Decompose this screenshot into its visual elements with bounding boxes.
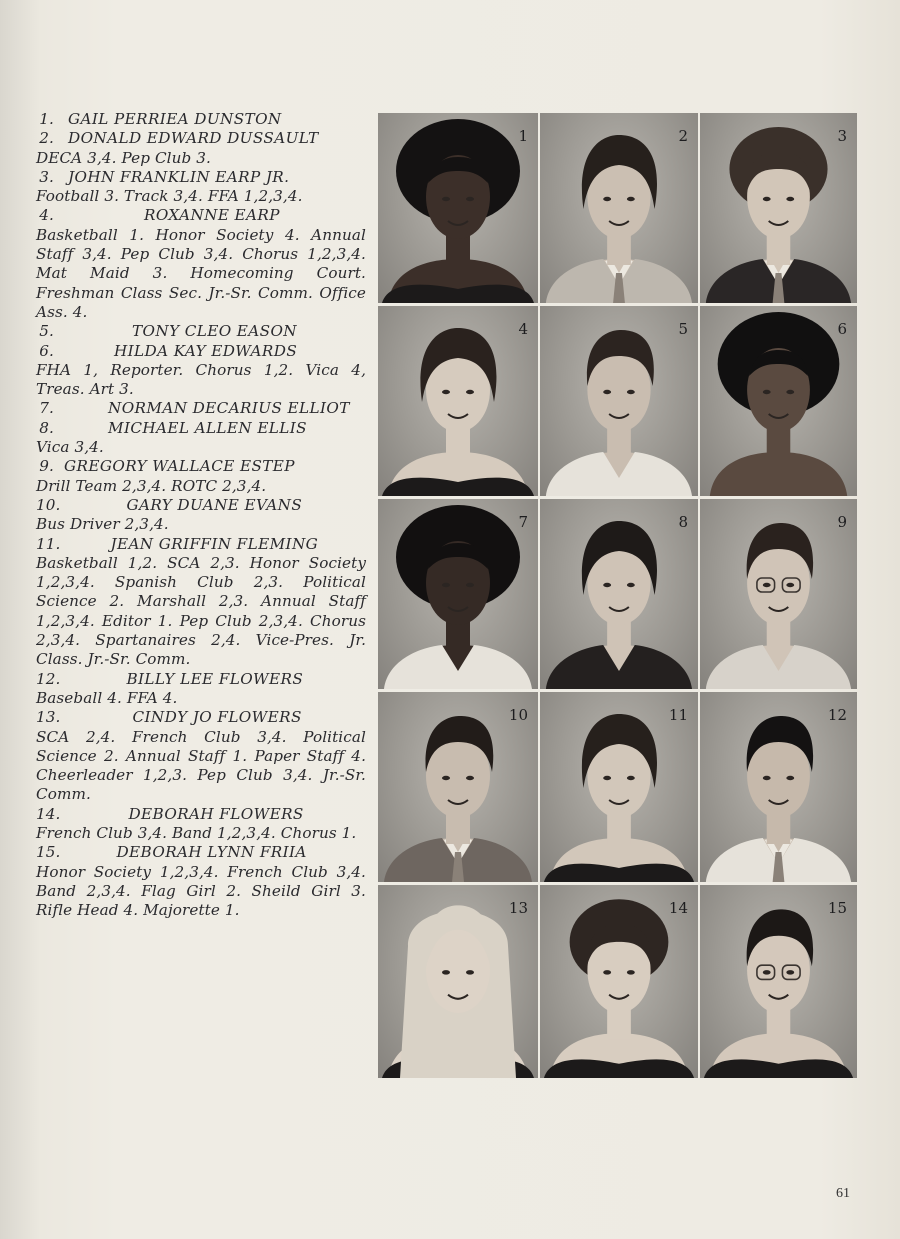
left-eye (442, 970, 450, 974)
student-number: 3. (39, 167, 54, 186)
left-eye (763, 390, 771, 394)
portrait-illustration (540, 499, 698, 689)
student-name-line (36, 322, 366, 341)
right-eye (786, 776, 794, 780)
portrait-number: 3 (837, 127, 847, 145)
student-name: DONALD EDWARD DUSSAULT (68, 129, 319, 148)
right-eye (786, 390, 794, 394)
student-name-line (36, 843, 366, 862)
student-name: GAIL PERRIEA DUNSTON (68, 110, 282, 128)
student-entry (36, 168, 366, 207)
student-activities: Basketball 1. Honor Society 4. Annual Staff 3,4. Pep Club 3,4. Chorus 1,2,3,4. Mat Maid 3. Homecoming Court. Freshman Class Sec. Jr.-Sr. Comm. Office Ass. 4. (36, 225, 366, 321)
student-activities: Baseball 4. FFA 4. (36, 688, 178, 707)
portrait-illustration (700, 306, 857, 496)
right-eye (786, 583, 794, 587)
student-activities: FHA 1, Reporter. Chorus 1,2. Vica 4, Treas. Art 3. (36, 360, 366, 399)
portrait-photo (700, 499, 857, 689)
portrait-number: 12 (827, 706, 847, 724)
student-activities: Drill Team 2,3,4. ROTC 2,3,4. (36, 476, 267, 495)
portrait-illustration (540, 113, 698, 303)
left-eye (603, 776, 611, 780)
left-eye (603, 197, 611, 201)
student-name-line (36, 535, 366, 554)
student-number: 10. (36, 495, 61, 514)
portrait-photo (378, 113, 538, 303)
student-name-line (36, 419, 366, 438)
portrait-illustration (700, 499, 857, 689)
student-entry (36, 535, 366, 670)
right-eye (466, 197, 474, 201)
portrait-number: 7 (518, 513, 528, 531)
student-entry (36, 670, 366, 709)
student-name-line (36, 129, 366, 148)
student-number: 12. (36, 669, 61, 688)
student-name: DEBORAH LYNN FRIIA (116, 843, 307, 862)
student-entry (36, 805, 366, 844)
student-name-line (36, 805, 366, 824)
left-eye (763, 970, 771, 974)
portrait-number: 4 (518, 320, 528, 338)
portrait-number: 2 (678, 127, 688, 145)
student-name: BILLY LEE FLOWERS (126, 669, 304, 688)
left-eye (442, 197, 450, 201)
left-eye (603, 390, 611, 394)
student-number: 15. (36, 843, 61, 862)
student-name-line (36, 168, 366, 187)
portrait-photo (700, 692, 857, 882)
left-eye (763, 197, 771, 201)
student-activities: Honor Society 1,2,3,4. French Club 3,4. Band 2,3,4. Flag Girl 2. Sheild Girl 3. Rifle Head 4. Majorette 1. (36, 862, 366, 920)
portrait-illustration (378, 499, 538, 689)
left-eye (442, 390, 450, 394)
portrait-number: 11 (668, 706, 688, 724)
portrait-grid (378, 113, 856, 1086)
portrait-photo (378, 306, 538, 496)
right-eye (627, 197, 635, 201)
right-eye (627, 390, 635, 394)
right-eye (627, 583, 635, 587)
student-name-line (36, 342, 366, 361)
portrait-photo (700, 885, 857, 1078)
student-number: 4. (39, 206, 54, 225)
portrait-number: 5 (678, 320, 688, 338)
student-number: 1. (39, 110, 54, 128)
portrait-illustration (540, 306, 698, 496)
student-name-line (36, 670, 366, 689)
shoulders (710, 452, 847, 496)
student-name-line (36, 110, 366, 129)
portrait-number: 10 (508, 706, 528, 724)
student-activities-list (36, 110, 366, 920)
student-name-line (36, 206, 366, 225)
portrait-illustration (378, 113, 538, 303)
portrait-number: 8 (678, 513, 688, 531)
portrait-photo (378, 885, 538, 1078)
student-entry (36, 843, 366, 920)
student-activities: Bus Driver 2,3,4. (36, 515, 169, 534)
student-name: GREGORY WALLACE ESTEP (64, 457, 295, 476)
student-name: HILDA KAY EDWARDS (114, 341, 298, 360)
student-entry (36, 322, 366, 341)
portrait-photo (700, 113, 857, 303)
portrait-photo (540, 692, 698, 882)
right-eye (466, 583, 474, 587)
right-eye (466, 390, 474, 394)
student-name: JEAN GRIFFIN FLEMING (110, 534, 319, 553)
student-activities: Basketball 1,2. SCA 2,3. Honor Society 1,2,3,4. Spanish Club 2,3. Political Science 2. Marshall 2,3. Annual Staff 1,2,3,4. Editor 1. Pep Club 2,3,4. Chorus 2,3,4. Spartanaires 2,4. Vice-Pres. Jr. Class. Jr.-Sr. Comm. (36, 553, 366, 669)
student-name: MICHAEL ALLEN ELLIS (108, 418, 307, 437)
student-entry (36, 419, 366, 458)
portrait-photo (700, 306, 857, 496)
student-entry (36, 342, 366, 400)
student-number: 2. (39, 129, 54, 148)
right-eye (466, 970, 474, 974)
portrait-number: 1 (518, 127, 528, 145)
student-entry (36, 399, 366, 418)
student-activities: SCA 2,4. French Club 3,4. Political Science 2. Annual Staff 1. Paper Staff 4. Cheerleader 1,2,3. Pep Club 3,4. Jr.-Sr. Comm. (36, 727, 366, 804)
student-activities: French Club 3,4. Band 1,2,3,4. Chorus 1. (36, 823, 357, 842)
left-eye (442, 776, 450, 780)
student-name-line (36, 399, 366, 418)
student-number: 9. (39, 457, 54, 476)
portrait-number: 14 (668, 899, 688, 917)
student-number: 8. (39, 418, 54, 437)
portrait-illustration (378, 306, 538, 496)
left-eye (603, 970, 611, 974)
student-entry (36, 708, 366, 804)
left-eye (442, 583, 450, 587)
student-number: 14. (36, 804, 61, 823)
student-number: 11. (36, 534, 61, 553)
student-name: NORMAN DECARIUS ELLIOT (108, 399, 350, 418)
student-name-line (36, 457, 366, 476)
student-activities: DECA 3,4. Pep Club 3. (36, 148, 211, 167)
portrait-number: 9 (837, 513, 847, 531)
student-number: 7. (39, 399, 54, 418)
right-eye (627, 970, 635, 974)
portrait-photo (540, 499, 698, 689)
student-entry (36, 496, 366, 535)
right-eye (466, 776, 474, 780)
portrait-photo (540, 113, 698, 303)
page-number: 61 (836, 1186, 850, 1201)
portrait-number: 15 (827, 899, 847, 917)
student-name-line (36, 708, 366, 727)
student-entry (36, 457, 366, 496)
student-name: ROXANNE EARP (144, 206, 280, 225)
student-entry (36, 129, 366, 168)
portrait-number: 13 (508, 899, 528, 917)
right-eye (786, 197, 794, 201)
student-number: 5. (39, 322, 54, 341)
student-name: JOHN FRANKLIN EARP JR. (68, 167, 290, 186)
portrait-photo (540, 306, 698, 496)
left-eye (763, 583, 771, 587)
student-activities: Vica 3,4. (36, 438, 104, 457)
student-entry (36, 206, 366, 322)
left-eye (763, 776, 771, 780)
student-name: CINDY JO FLOWERS (132, 708, 302, 727)
student-activities: Football 3. Track 3,4. FFA 1,2,3,4. (36, 187, 303, 206)
student-entry (36, 110, 366, 129)
portrait-illustration (700, 113, 857, 303)
student-name: GARY DUANE EVANS (126, 495, 303, 514)
student-number: 6. (39, 341, 54, 360)
portrait-photo (378, 499, 538, 689)
student-name: TONY CLEO EASON (132, 322, 297, 341)
portrait-photo (540, 885, 698, 1078)
student-name: DEBORAH FLOWERS (128, 804, 304, 823)
right-eye (627, 776, 635, 780)
right-eye (786, 970, 794, 974)
left-eye (603, 583, 611, 587)
portrait-number: 6 (837, 320, 847, 338)
student-name-line (36, 496, 366, 515)
student-number: 13. (36, 708, 61, 727)
portrait-photo (378, 692, 538, 882)
